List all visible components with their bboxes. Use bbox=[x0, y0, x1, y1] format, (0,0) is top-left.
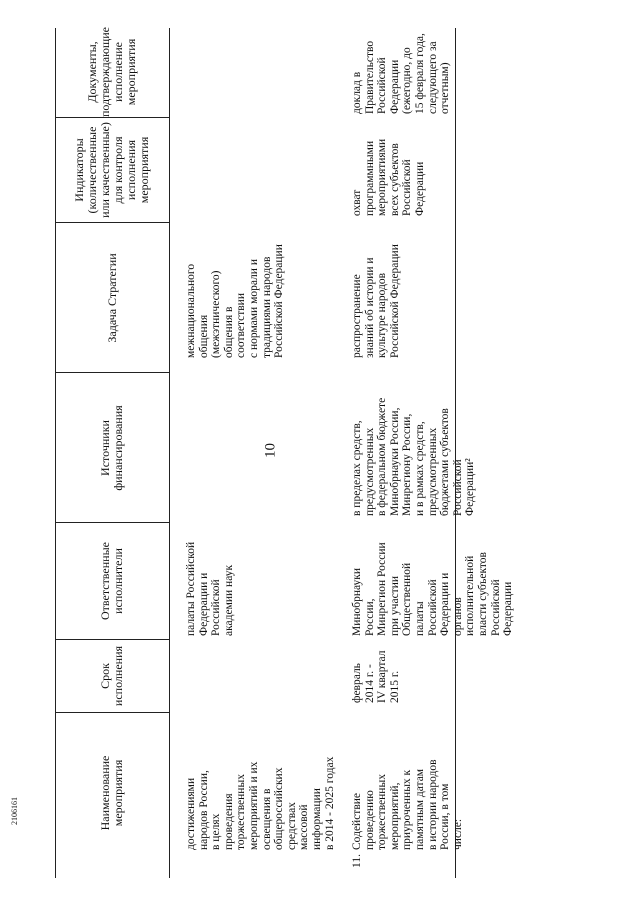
col-sep-5 bbox=[55, 222, 169, 223]
row2-number: 11. bbox=[351, 854, 363, 868]
col-sep-2 bbox=[55, 639, 169, 640]
header-name: Наименование мероприятия bbox=[98, 755, 125, 831]
row2-responsible: Минобрнауки России, Минрегион России при участии Общественной палаты Российской Федерации и органов исполнительной власти субъектов Российской Федерации bbox=[351, 542, 515, 636]
header-responsible: Ответственные исполнители bbox=[98, 542, 125, 620]
page-number: 10 bbox=[262, 443, 279, 458]
col-sep-3 bbox=[55, 522, 169, 523]
row1-name: достижениями народов России, в целях проведения торжественных мероприятий и их освещения в общероссийских средствах массовой информации в 2014 - 2025 годах bbox=[185, 756, 336, 850]
row2-documents: доклад в Правительство Российской Федерации (ежегодно, до 15 февраля года, следующего за отчетным) bbox=[351, 33, 452, 114]
col-sep-4 bbox=[55, 372, 169, 373]
row2-name: Содействие проведению торжественных мероприятий, приуроченных к памятным датам в истории народов России, в том числе: bbox=[351, 759, 464, 850]
header-documents: Документы, подтверждающие исполнение мероприятия bbox=[85, 26, 138, 118]
row2-indicators: охват программными мероприятиями всех субъектов Российской Федерации bbox=[351, 138, 426, 216]
row2-task: распространение знаний об истории и культуре народов Российской Федерации bbox=[351, 244, 401, 358]
row1-task: межнационального общения (межэтнического) общения в соответствии с нормами морали и традициями народов Российской Федерации bbox=[185, 244, 286, 358]
row1-responsible: палаты Российской Федерации и Российской академии наук bbox=[185, 541, 235, 636]
col-sep-1 bbox=[55, 712, 169, 713]
header-indicators: Индикаторы (количественные или качественные) для контроля исполнения мероприятия bbox=[72, 122, 151, 218]
col-sep-6 bbox=[55, 117, 169, 118]
header-term: Срок исполнения bbox=[98, 645, 125, 707]
header-task: Задача Стратегии bbox=[104, 253, 119, 343]
row2-term: февраль 2014 г. - IV квартал 2015 г. bbox=[351, 650, 401, 703]
header-bottom-rule bbox=[169, 28, 170, 878]
measures-table bbox=[55, 26, 515, 878]
header-financing: Источники финансирования bbox=[98, 405, 125, 491]
row2-financing: в пределах средств, предусмотренных в федеральном бюджете Минобрнауки России, Минрегиону России, и в рамках средств, предусмотренных бюджетами субъектов Российской Федерации² bbox=[351, 397, 477, 516]
document-code: 2106161 bbox=[10, 797, 19, 825]
